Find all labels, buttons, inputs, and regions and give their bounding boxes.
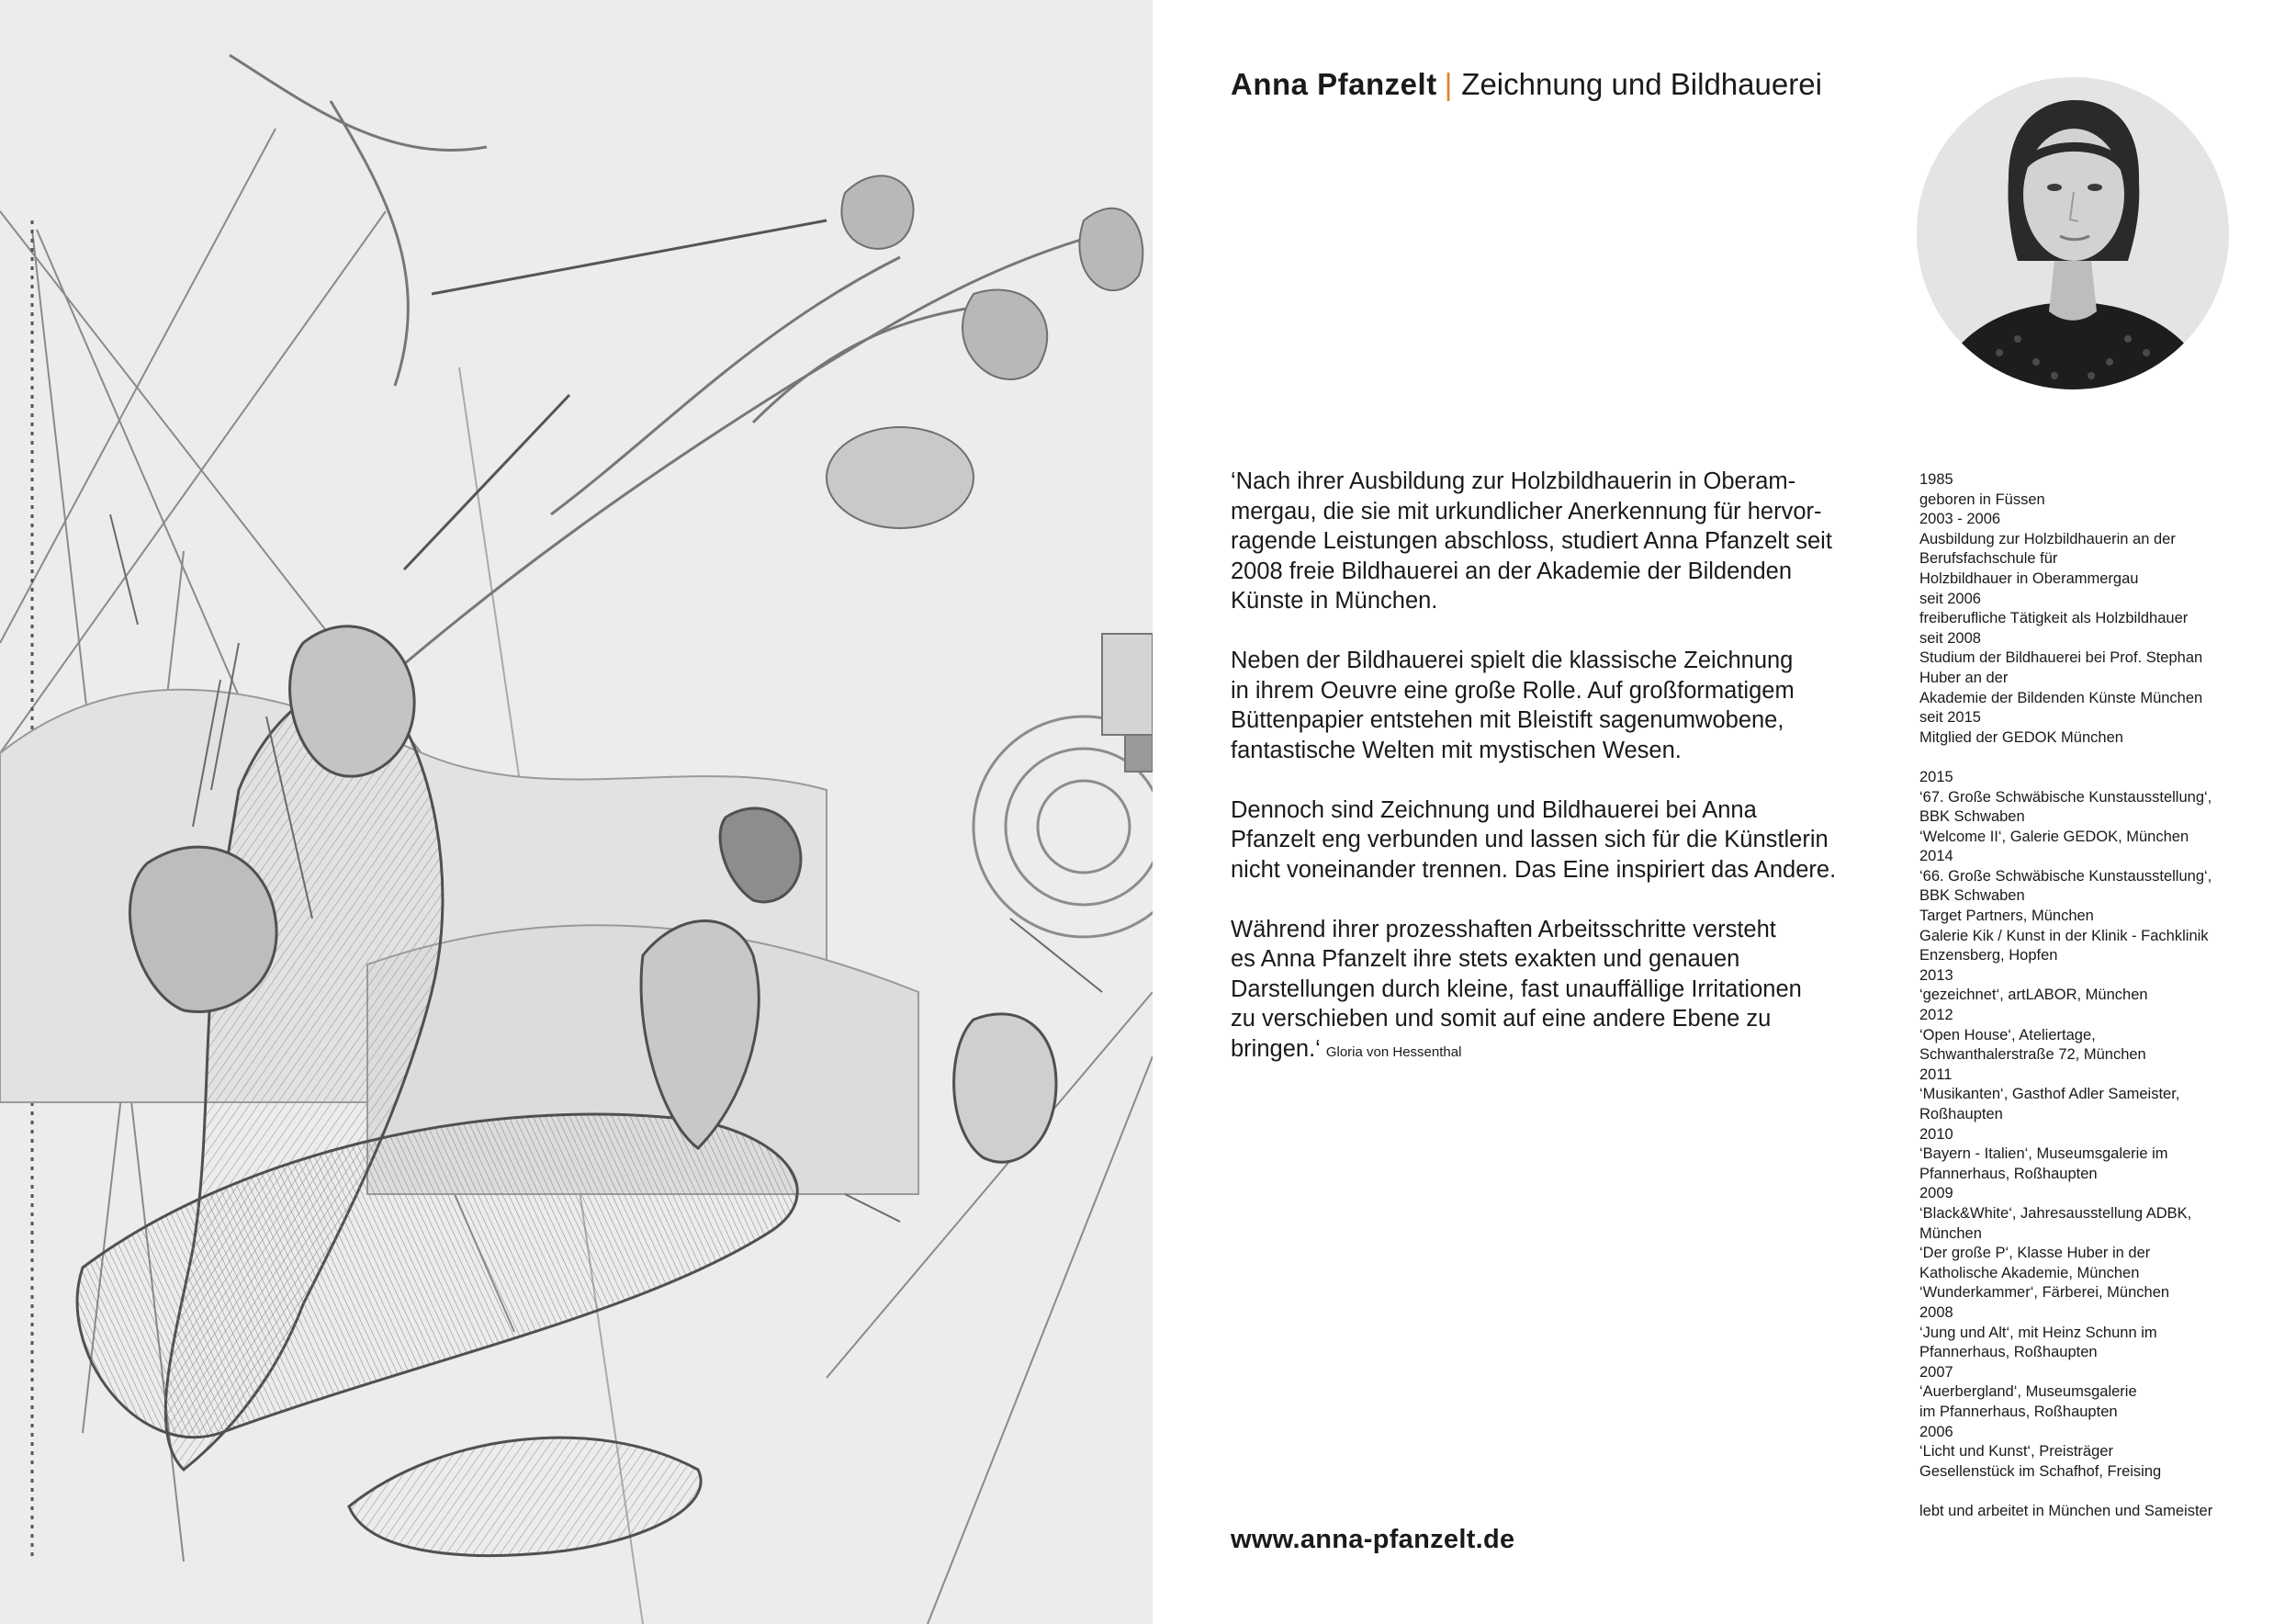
cv-entry: 2014 [1919,848,1953,865]
cv-entry: Akademie der Bildenden Künste München [1919,689,2203,706]
quote-line: ragende Leistungen abschloss, studiert Anna Pfanzelt seit [1231,528,1832,554]
cv-entry: Studium der Bildhauerei bei Prof. Stephan [1919,649,2203,667]
cv-entry: ‘gezeichnet‘, artLABOR, München [1919,987,2148,1004]
cv-entry: Mitglied der GEDOK München [1919,728,2123,746]
cv-entry: 2013 [1919,966,1953,984]
cv-entry: ‘Black&White‘, Jahresausstellung ADBK, [1919,1204,2192,1222]
cv-entry: Pfannerhaus, Roßhaupten [1919,1165,2098,1182]
cv-entry: BBK Schwaben [1919,808,2025,826]
website-link[interactable]: www.anna-pfanzelt.de [1231,1525,1515,1554]
artist-cv [1919,470,2287,1521]
quote-line: Darstellungen durch kleine, fast unauffällige Irritationen [1231,976,1802,1002]
cv-entry: ‘Open House‘, Ateliertage, [1919,1026,2096,1043]
cv-entry: BBK Schwaben [1919,887,2025,905]
quote-paragraph [1231,467,1892,616]
cv-entry: 2015 [1919,768,1953,785]
cv-exhibitions [1919,768,2287,1482]
quote-line: Dennoch sind Zeichnung und Bildhauerei bei Anna [1231,796,1757,823]
cv-entry: ‘Welcome II‘, Galerie GEDOK, München [1919,828,2189,845]
cv-entry: ‘Musikanten‘, Gasthof Adler Sameister, [1919,1086,2180,1103]
cv-entry: Pfannerhaus, Roßhaupten [1919,1344,2098,1361]
cv-entry: Galerie Kik / Kunst in der Klinik - Fachklinik [1919,927,2209,944]
artist-portrait [1917,77,2229,389]
cv-entry: Katholische Akademie, München [1919,1264,2140,1281]
quote-line: zu verschieben und somit auf eine andere Ebene zu [1231,1006,1772,1032]
quote-line-last [1231,1034,1892,1068]
cv-entry: Berufsfachschule für [1919,550,2058,568]
cv-entry: 2006 [1919,1423,1953,1440]
artist-name: Anna Pfanzelt [1231,67,1437,101]
quote-line: nicht voneinander trennen. Das Eine inspiriert das Andere. [1231,856,1837,883]
cv-entry: 2012 [1919,1007,1953,1024]
cv-entry: 2003 - 2006 [1919,511,2001,528]
cv-entry: München [1919,1224,1982,1242]
cv-entry: ‘Jung und Alt‘, mit Heinz Schunn im [1919,1324,2157,1341]
cv-entry: geboren in Füssen [1919,491,2045,508]
quote-line: fantastische Welten mit mystischen Wesen. [1231,737,1682,763]
portrait-photo [1917,77,2229,389]
cv-entry: ‘Auerbergland‘, Museumsgalerie [1919,1383,2137,1401]
title-subtitle: Zeichnung und Bildhauerei [1461,67,1822,101]
cv-entry: 2010 [1919,1125,1953,1143]
cv-entry: seit 2006 [1919,590,1981,607]
cv-entry: 2008 [1919,1303,1953,1321]
artist-description [1231,467,1892,1098]
quote-line: Künste in München. [1231,588,1438,614]
cv-entry: seit 2008 [1919,629,1981,647]
quote-line: ‘Nach ihrer Ausbildung zur Holzbildhauerin in Oberam- [1231,468,1796,494]
cv-entry: freiberufliche Tätigkeit als Holzbildhauer [1919,610,2189,627]
quote-line: in ihrem Oeuvre eine große Rolle. Auf großformatigem [1231,677,1795,704]
cv-entry: Schwanthalerstraße 72, München [1919,1046,2146,1064]
quote-paragraph [1231,915,1892,1068]
cv-entry: Enzensberg, Hopfen [1919,947,2058,964]
quote-line: bringen.‘ [1231,1035,1321,1062]
cv-entry: ‘Licht und Kunst‘, Preisträger [1919,1443,2113,1460]
quote-credit: Gloria von Hessenthal [1325,1043,1462,1060]
quote-line: Pfanzelt eng verbunden und lassen sich für die Künstlerin [1231,827,1829,852]
cv-entry: ‘Bayern - Italien‘, Museumsgalerie im [1919,1145,2168,1163]
quote-line: Während ihrer prozesshaften Arbeitsschritte versteht [1231,916,1776,942]
cv-entry: 2011 [1919,1066,1953,1083]
quote-line: es Anna Pfanzelt ihre stets exakten und genauen [1231,946,1740,972]
cv-entry: ‘Der große P‘, Klasse Huber in der [1919,1245,2151,1262]
cv-biography [1919,470,2287,748]
cv-entry: Roßhaupten [1919,1106,2003,1122]
cv-entry: 2007 [1919,1363,1953,1381]
quote-line: Neben der Bildhauerei spielt die klassische Zeichnung [1231,648,1794,673]
cv-entry: Huber an der [1919,669,2009,686]
cv-entry: 2009 [1919,1185,1953,1202]
cv-residence: lebt und arbeitet in München und Sameister [1919,1502,2213,1519]
cv-entry: ‘66. Große Schwäbische Kunstausstellung‘, [1919,867,2212,885]
cv-entry: seit 2015 [1919,709,1981,727]
cv-entry: Ausbildung zur Holzbildhauerin an der [1919,530,2176,547]
quote-line: 2008 freie Bildhauerei an der Akademie der Bildenden [1231,558,1793,584]
cv-entry: Target Partners, München [1919,908,2094,925]
title-separator: | [1444,67,1453,101]
quote-paragraph [1231,795,1892,885]
quote-line: mergau, die sie mit urkundlicher Anerkennung für hervor- [1231,498,1822,524]
quote-line: Büttenpapier entstehen mit Bleistift sagenumwobene, [1231,707,1784,733]
cv-entry: im Pfannerhaus, Roßhaupten [1919,1403,2118,1420]
cv-entry: Holzbildhauer in Oberammergau [1919,570,2139,587]
cv-entry: 1985 [1919,471,1953,488]
quote-paragraph [1231,646,1892,765]
cv-entry: ‘67. Große Schwäbische Kunstausstellung‘, [1919,788,2212,806]
page-title [1231,66,1822,103]
cv-entry: ‘Wunderkammer‘, Färberei, München [1919,1284,2170,1302]
cv-entry: Gesellenstück im Schafhof, Freising [1919,1462,2162,1480]
